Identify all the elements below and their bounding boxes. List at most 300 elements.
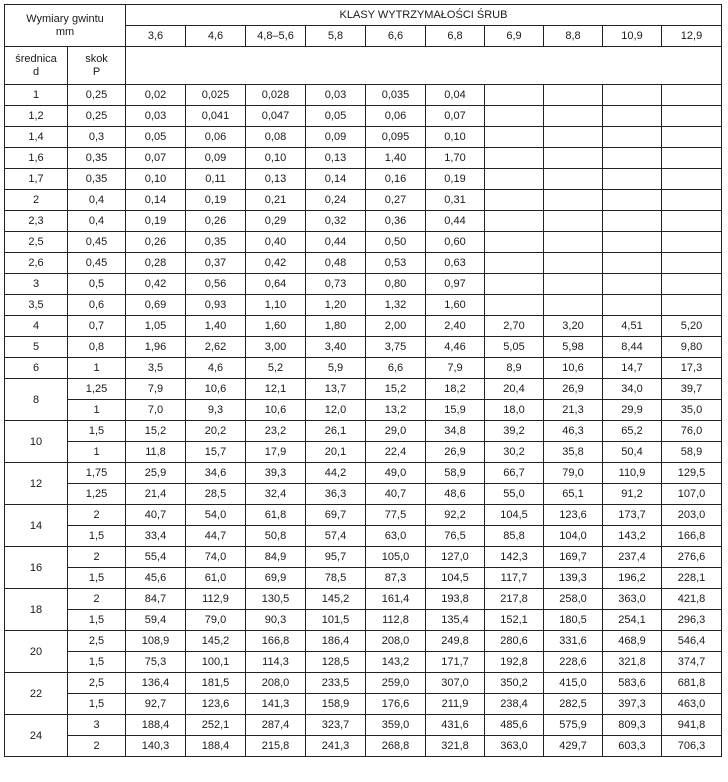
value-cell: 13,7	[306, 379, 366, 400]
value-cell: 429,7	[544, 736, 603, 757]
value-cell	[603, 274, 662, 295]
value-cell: 15,2	[126, 421, 186, 442]
value-cell: 61,8	[246, 505, 306, 526]
value-cell: 14,7	[603, 358, 662, 379]
table-row	[5, 442, 722, 463]
value-cell: 0,16	[366, 169, 426, 190]
value-cell: 192,8	[485, 652, 544, 673]
value-cell: 0,42	[126, 274, 186, 295]
value-cell: 21,3	[544, 400, 603, 421]
pitch-cell: 2	[68, 736, 126, 757]
value-cell: 25,9	[126, 463, 186, 484]
value-cell: 215,8	[246, 736, 306, 757]
value-cell: 252,1	[186, 715, 246, 736]
diameter-cell: 6	[5, 358, 68, 379]
value-cell: 241,3	[306, 736, 366, 757]
table-row	[5, 127, 722, 148]
value-cell: 208,0	[246, 673, 306, 694]
value-cell: 161,4	[366, 589, 426, 610]
pitch-cell: 0,25	[68, 85, 126, 106]
value-cell	[544, 190, 603, 211]
value-cell: 0,35	[186, 232, 246, 253]
value-cell: 0,21	[246, 190, 306, 211]
table-row	[5, 190, 722, 211]
value-cell: 211,9	[426, 694, 485, 715]
table-row	[5, 211, 722, 232]
value-cell: 143,2	[366, 652, 426, 673]
pitch-symbol: P	[92, 65, 101, 78]
class-header-cell: 6,9	[485, 26, 544, 47]
value-cell: 287,4	[246, 715, 306, 736]
value-cell: 34,6	[186, 463, 246, 484]
value-cell: 55,0	[485, 484, 544, 505]
class-header-cell: 4,8–5,6	[246, 26, 306, 47]
value-cell: 142,3	[485, 547, 544, 568]
value-cell: 0,025	[186, 85, 246, 106]
value-cell	[662, 148, 722, 169]
value-cell: 112,8	[366, 610, 426, 631]
value-cell: 188,4	[126, 715, 186, 736]
value-cell: 0,64	[246, 274, 306, 295]
value-cell: 321,8	[426, 736, 485, 757]
value-cell: 0,36	[366, 211, 426, 232]
value-cell: 2,40	[426, 316, 485, 337]
value-cell: 1,80	[306, 316, 366, 337]
value-cell: 17,9	[246, 442, 306, 463]
value-cell: 0,63	[426, 253, 485, 274]
value-cell: 7,0	[126, 400, 186, 421]
table-row	[5, 568, 722, 589]
value-cell	[662, 274, 722, 295]
header-row-top	[5, 5, 722, 26]
value-cell: 54,0	[186, 505, 246, 526]
pitch-cell: 0,35	[68, 148, 126, 169]
value-cell: 22,4	[366, 442, 426, 463]
diameter-cell: 8	[5, 379, 68, 421]
value-cell: 15,2	[366, 379, 426, 400]
value-cell: 706,3	[662, 736, 722, 757]
value-cell: 0,13	[306, 148, 366, 169]
pitch-cell: 1	[68, 358, 126, 379]
table-row	[5, 295, 722, 316]
value-cell: 108,9	[126, 631, 186, 652]
value-cell: 0,44	[426, 211, 485, 232]
value-cell: 85,8	[485, 526, 544, 547]
value-cell: 321,8	[603, 652, 662, 673]
value-cell: 258,0	[544, 589, 603, 610]
value-cell: 79,0	[186, 610, 246, 631]
value-cell: 238,4	[485, 694, 544, 715]
value-cell	[485, 127, 544, 148]
value-cell: 123,6	[544, 505, 603, 526]
value-cell: 0,035	[366, 85, 426, 106]
value-cell: 0,07	[126, 148, 186, 169]
value-cell: 3,20	[544, 316, 603, 337]
value-cell	[662, 190, 722, 211]
value-cell: 23,2	[246, 421, 306, 442]
value-cell: 92,2	[426, 505, 485, 526]
value-cell	[485, 253, 544, 274]
diameter-cell: 2,6	[5, 253, 68, 274]
value-cell: 127,0	[426, 547, 485, 568]
class-header-cell: 3,6	[126, 26, 186, 47]
value-cell: 0,06	[186, 127, 246, 148]
value-cell: 141,3	[246, 694, 306, 715]
pitch-cell: 3	[68, 715, 126, 736]
value-cell: 0,19	[126, 211, 186, 232]
label-header-row	[5, 47, 722, 85]
value-cell: 359,0	[366, 715, 426, 736]
value-cell: 100,1	[186, 652, 246, 673]
value-cell	[544, 211, 603, 232]
value-cell: 546,4	[662, 631, 722, 652]
value-cell	[662, 127, 722, 148]
pitch-cell: 0,4	[68, 190, 126, 211]
table-row	[5, 652, 722, 673]
value-cell: 173,7	[603, 505, 662, 526]
value-cell: 50,4	[603, 442, 662, 463]
value-cell: 1,40	[186, 316, 246, 337]
value-cell	[603, 253, 662, 274]
value-cell: 181,5	[186, 673, 246, 694]
value-cell: 76,5	[426, 526, 485, 547]
table-row	[5, 106, 722, 127]
diameter-cell: 24	[5, 715, 68, 757]
value-cell: 35,8	[544, 442, 603, 463]
value-cell: 0,10	[426, 127, 485, 148]
value-cell: 30,2	[485, 442, 544, 463]
diameter-cell: 1	[5, 85, 68, 106]
value-cell: 145,2	[306, 589, 366, 610]
value-cell: 0,095	[366, 127, 426, 148]
value-cell: 5,9	[306, 358, 366, 379]
value-cell: 237,4	[603, 547, 662, 568]
table-row	[5, 526, 722, 547]
value-cell: 128,5	[306, 652, 366, 673]
diameter-cell: 20	[5, 631, 68, 673]
value-cell	[603, 85, 662, 106]
table-row	[5, 85, 722, 106]
value-cell: 20,4	[485, 379, 544, 400]
value-cell	[544, 274, 603, 295]
table-row	[5, 484, 722, 505]
value-cell: 104,0	[544, 526, 603, 547]
pitch-cell: 2	[68, 589, 126, 610]
value-cell: 0,26	[186, 211, 246, 232]
diameter-cell: 1,4	[5, 127, 68, 148]
value-cell	[662, 169, 722, 190]
value-cell: 0,69	[126, 295, 186, 316]
value-cell: 26,1	[306, 421, 366, 442]
value-cell: 0,37	[186, 253, 246, 274]
value-cell: 74,0	[186, 547, 246, 568]
table-row	[5, 463, 722, 484]
value-cell: 1,40	[366, 148, 426, 169]
diameter-cell: 10	[5, 421, 68, 463]
class-header-cell: 8,8	[544, 26, 603, 47]
value-cell: 12,1	[246, 379, 306, 400]
value-cell	[485, 190, 544, 211]
diameter-cell: 5	[5, 337, 68, 358]
value-cell: 114,3	[246, 652, 306, 673]
value-cell: 29,9	[603, 400, 662, 421]
value-cell: 1,96	[126, 337, 186, 358]
value-cell: 1,05	[126, 316, 186, 337]
table-row	[5, 316, 722, 337]
diameter-cell: 3,5	[5, 295, 68, 316]
value-cell: 0,08	[246, 127, 306, 148]
value-cell: 0,28	[126, 253, 186, 274]
value-cell: 0,03	[306, 85, 366, 106]
value-cell	[544, 85, 603, 106]
pitch-cell: 1,5	[68, 421, 126, 442]
pitch-cell: 0,7	[68, 316, 126, 337]
value-cell: 583,6	[603, 673, 662, 694]
value-cell	[603, 169, 662, 190]
value-cell: 0,31	[426, 190, 485, 211]
value-cell: 55,4	[126, 547, 186, 568]
value-cell	[603, 295, 662, 316]
value-cell	[485, 232, 544, 253]
value-cell: 84,9	[246, 547, 306, 568]
value-cell: 10,6	[186, 379, 246, 400]
value-cell: 140,3	[126, 736, 186, 757]
value-cell: 145,2	[186, 631, 246, 652]
value-cell: 95,7	[306, 547, 366, 568]
value-cell: 75,3	[126, 652, 186, 673]
value-cell	[662, 295, 722, 316]
value-cell: 193,8	[426, 589, 485, 610]
value-cell: 18,0	[485, 400, 544, 421]
value-cell: 4,46	[426, 337, 485, 358]
value-cell: 117,7	[485, 568, 544, 589]
value-cell: 331,6	[544, 631, 603, 652]
value-cell: 87,3	[366, 568, 426, 589]
value-cell: 32,4	[246, 484, 306, 505]
value-cell: 5,05	[485, 337, 544, 358]
value-cell: 421,8	[662, 589, 722, 610]
value-cell: 158,9	[306, 694, 366, 715]
table-row	[5, 148, 722, 169]
value-cell: 575,9	[544, 715, 603, 736]
value-cell: 50,8	[246, 526, 306, 547]
diameter-cell: 1,7	[5, 169, 68, 190]
value-cell	[544, 106, 603, 127]
diameter-cell: 2,5	[5, 232, 68, 253]
value-cell: 0,97	[426, 274, 485, 295]
value-cell: 49,0	[366, 463, 426, 484]
value-cell: 91,2	[603, 484, 662, 505]
value-cell: 10,6	[246, 400, 306, 421]
value-cell: 110,9	[603, 463, 662, 484]
table-row	[5, 631, 722, 652]
diameter-cell: 2,3	[5, 211, 68, 232]
value-cell: 5,20	[662, 316, 722, 337]
value-cell: 941,8	[662, 715, 722, 736]
value-cell: 188,4	[186, 736, 246, 757]
diameter-cell: 2	[5, 190, 68, 211]
pitch-cell: 1	[68, 442, 126, 463]
value-cell: 485,6	[485, 715, 544, 736]
value-cell: 35,0	[662, 400, 722, 421]
value-cell: 463,0	[662, 694, 722, 715]
value-cell: 0,24	[306, 190, 366, 211]
thread-dimensions-unit: mm	[55, 25, 75, 38]
class-header-cell: 6,6	[366, 26, 426, 47]
value-cell: 0,29	[246, 211, 306, 232]
value-cell	[485, 148, 544, 169]
pitch-cell: 1	[68, 400, 126, 421]
value-cell: 65,1	[544, 484, 603, 505]
value-cell: 681,8	[662, 673, 722, 694]
value-cell: 809,3	[603, 715, 662, 736]
value-cell: 57,4	[306, 526, 366, 547]
value-cell: 9,3	[186, 400, 246, 421]
value-cell: 0,80	[366, 274, 426, 295]
value-cell: 69,7	[306, 505, 366, 526]
value-cell	[662, 232, 722, 253]
diameter-cell: 18	[5, 589, 68, 631]
diameter-symbol: d	[32, 65, 40, 78]
pitch-cell: 0,25	[68, 106, 126, 127]
value-cell: 0,14	[306, 169, 366, 190]
value-cell: 130,5	[246, 589, 306, 610]
value-cell: 415,0	[544, 673, 603, 694]
value-cell: 166,8	[662, 526, 722, 547]
table-row	[5, 379, 722, 400]
value-cell: 107,0	[662, 484, 722, 505]
table-row	[5, 274, 722, 295]
thread-dimensions-label: Wymiary gwintu	[26, 12, 104, 25]
value-cell	[662, 106, 722, 127]
value-cell: 101,5	[306, 610, 366, 631]
value-cell: 15,9	[426, 400, 485, 421]
value-cell: 307,0	[426, 673, 485, 694]
value-cell	[485, 274, 544, 295]
value-cell: 6,6	[366, 358, 426, 379]
value-cell: 58,9	[426, 463, 485, 484]
value-cell: 34,0	[603, 379, 662, 400]
value-cell: 39,7	[662, 379, 722, 400]
value-cell: 0,40	[246, 232, 306, 253]
diameter-cell: 14	[5, 505, 68, 547]
value-cell: 180,5	[544, 610, 603, 631]
value-cell: 26,9	[426, 442, 485, 463]
value-cell: 2,62	[186, 337, 246, 358]
value-cell: 39,2	[485, 421, 544, 442]
value-cell	[544, 148, 603, 169]
pitch-cell: 0,8	[68, 337, 126, 358]
value-cell: 18,2	[426, 379, 485, 400]
strength-classes-header: KLASY WYTRZYMAŁOŚCI ŚRUB	[126, 5, 722, 26]
value-cell: 0,26	[126, 232, 186, 253]
value-cell: 0,44	[306, 232, 366, 253]
value-cell	[485, 169, 544, 190]
value-cell: 363,0	[485, 736, 544, 757]
value-cell	[603, 106, 662, 127]
diameter-cell: 1,6	[5, 148, 68, 169]
value-cell: 66,7	[485, 463, 544, 484]
value-cell: 1,70	[426, 148, 485, 169]
value-cell	[662, 85, 722, 106]
table-row	[5, 736, 722, 757]
value-cell: 0,10	[126, 169, 186, 190]
pitch-cell: 0,3	[68, 127, 126, 148]
value-cell: 0,73	[306, 274, 366, 295]
value-cell: 79,0	[544, 463, 603, 484]
value-cell: 69,9	[246, 568, 306, 589]
value-cell: 0,05	[126, 127, 186, 148]
pitch-cell: 0,4	[68, 211, 126, 232]
value-cell: 4,51	[603, 316, 662, 337]
value-cell: 603,3	[603, 736, 662, 757]
value-cell: 78,5	[306, 568, 366, 589]
class-header-cell: 6,8	[426, 26, 485, 47]
value-cell: 0,50	[366, 232, 426, 253]
value-cell: 17,3	[662, 358, 722, 379]
value-cell: 0,19	[426, 169, 485, 190]
value-cell: 136,4	[126, 673, 186, 694]
value-cell: 59,4	[126, 610, 186, 631]
value-cell	[662, 253, 722, 274]
pitch-header	[68, 47, 126, 85]
value-cell: 0,03	[126, 106, 186, 127]
value-cell: 0,07	[426, 106, 485, 127]
class-header-cell: 10,9	[603, 26, 662, 47]
value-cell: 0,06	[366, 106, 426, 127]
diameter-cell: 16	[5, 547, 68, 589]
value-cell: 228,1	[662, 568, 722, 589]
value-cell	[485, 295, 544, 316]
value-cell: 58,9	[662, 442, 722, 463]
table-row	[5, 232, 722, 253]
pitch-cell: 1,5	[68, 694, 126, 715]
value-cell: 0,10	[246, 148, 306, 169]
value-cell: 196,2	[603, 568, 662, 589]
value-cell: 0,05	[306, 106, 366, 127]
value-cell: 0,19	[186, 190, 246, 211]
value-cell: 5,2	[246, 358, 306, 379]
value-cell: 26,9	[544, 379, 603, 400]
value-cell	[603, 127, 662, 148]
value-cell: 323,7	[306, 715, 366, 736]
value-cell: 13,2	[366, 400, 426, 421]
value-cell: 1,60	[246, 316, 306, 337]
pitch-cell: 1,5	[68, 610, 126, 631]
value-cell	[603, 190, 662, 211]
value-cell	[603, 232, 662, 253]
value-cell: 468,9	[603, 631, 662, 652]
value-cell: 259,0	[366, 673, 426, 694]
table-row	[5, 337, 722, 358]
value-cell: 5,98	[544, 337, 603, 358]
value-cell: 0,04	[426, 85, 485, 106]
table-row	[5, 589, 722, 610]
diameter-cell: 3	[5, 274, 68, 295]
value-cell: 0,48	[306, 253, 366, 274]
bolt-strength-table	[4, 4, 722, 757]
value-cell: 123,6	[186, 694, 246, 715]
value-cell: 90,3	[246, 610, 306, 631]
value-cell: 77,5	[366, 505, 426, 526]
class-header-cell: 5,8	[306, 26, 366, 47]
table-row	[5, 358, 722, 379]
pitch-cell: 1,5	[68, 526, 126, 547]
value-cell: 3,75	[366, 337, 426, 358]
value-cell: 8,9	[485, 358, 544, 379]
value-cell	[544, 253, 603, 274]
diameter-cell: 4	[5, 316, 68, 337]
